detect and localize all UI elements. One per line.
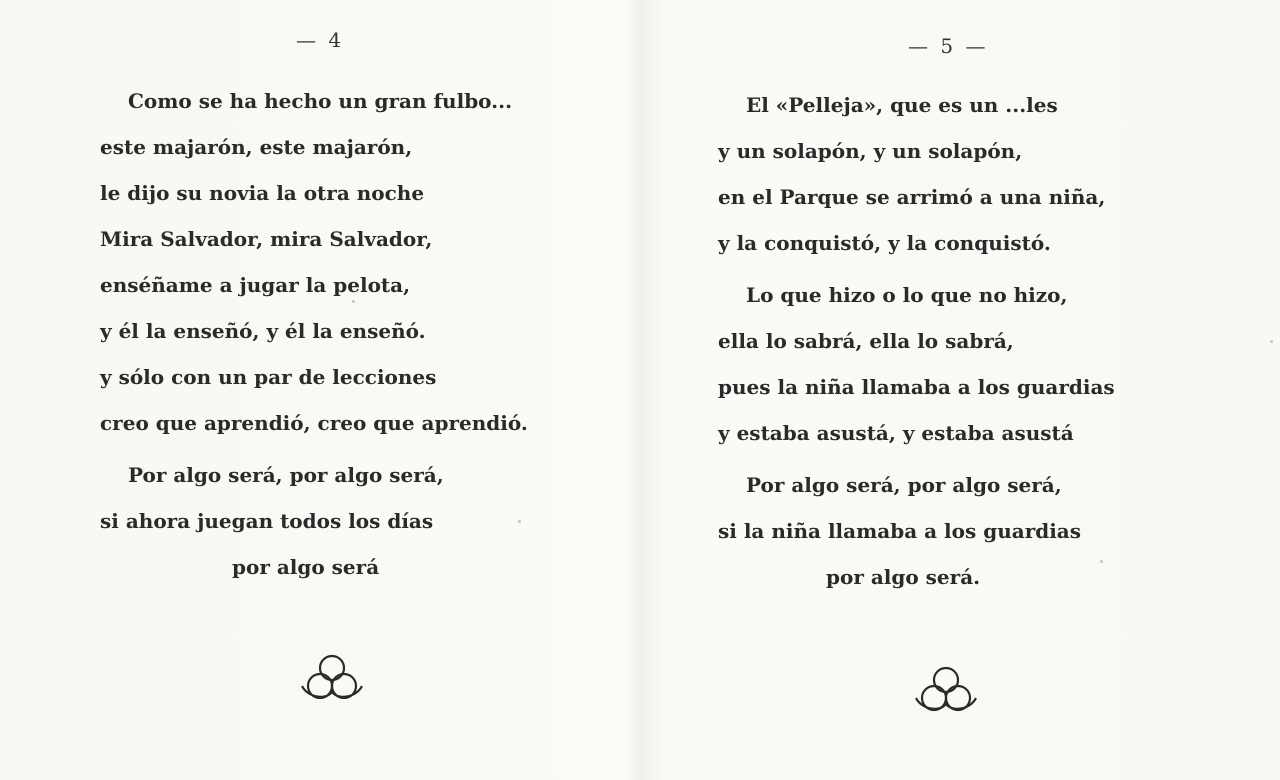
verse-line: en el Parque se arrimó a una niña, xyxy=(718,185,1106,209)
stanza xyxy=(100,78,528,446)
verse-line: y sólo con un par de lecciones xyxy=(100,365,437,389)
paper-speck xyxy=(1270,340,1273,343)
poem-text xyxy=(718,82,1115,606)
right-page xyxy=(640,0,1280,780)
verse-line: este majarón, este majarón, xyxy=(100,135,413,159)
poem-text xyxy=(100,78,528,596)
verse-line: Mira Salvador, mira Salvador, xyxy=(100,227,433,251)
verse-line: y la conquistó, y la conquistó. xyxy=(718,231,1051,255)
verse-line: ella lo sabrá, ella lo sabrá, xyxy=(718,329,1014,353)
trefoil-rings-ornament-icon xyxy=(910,660,982,720)
stanza xyxy=(718,82,1115,266)
paper-speck xyxy=(352,300,355,303)
trefoil-rings-ornament-icon xyxy=(296,648,368,708)
verse-line: Por algo será, por algo será, xyxy=(128,463,444,487)
paper-speck xyxy=(518,520,521,523)
stanza xyxy=(718,462,1115,600)
verse-line: y un solapón, y un solapón, xyxy=(718,139,1023,163)
verse-line: si la niña llamaba a los guardias xyxy=(718,519,1082,543)
verse-line: Por algo será, por algo será, xyxy=(746,473,1062,497)
page-number: — 4 xyxy=(296,28,345,52)
verse-line: Como se ha hecho un gran fulbo... xyxy=(128,89,513,113)
stanza xyxy=(718,272,1115,456)
verse-line: le dijo su novia la otra noche xyxy=(100,181,425,205)
verse-line: si ahora juegan todos los días xyxy=(100,509,434,533)
verse-line: Lo que hizo o lo que no hizo, xyxy=(746,283,1068,307)
verse-line: y él la enseñó, y él la enseñó. xyxy=(100,319,426,343)
verse-line: enséñame a jugar la pelota, xyxy=(100,273,411,297)
verse-line: creo que aprendió, creo que aprendió. xyxy=(100,411,528,435)
verse-line: por algo será xyxy=(232,555,380,579)
verse-line: y estaba asustá, y estaba asustá xyxy=(718,421,1074,445)
verse-line: El «Pelleja», que es un ...les xyxy=(746,93,1058,117)
verse-line: pues la niña llamaba a los guardias xyxy=(718,375,1115,399)
page-number: — 5 — xyxy=(908,34,989,58)
stanza xyxy=(100,452,528,590)
paper-speck xyxy=(1100,560,1103,563)
verse-line: por algo será. xyxy=(826,565,981,589)
